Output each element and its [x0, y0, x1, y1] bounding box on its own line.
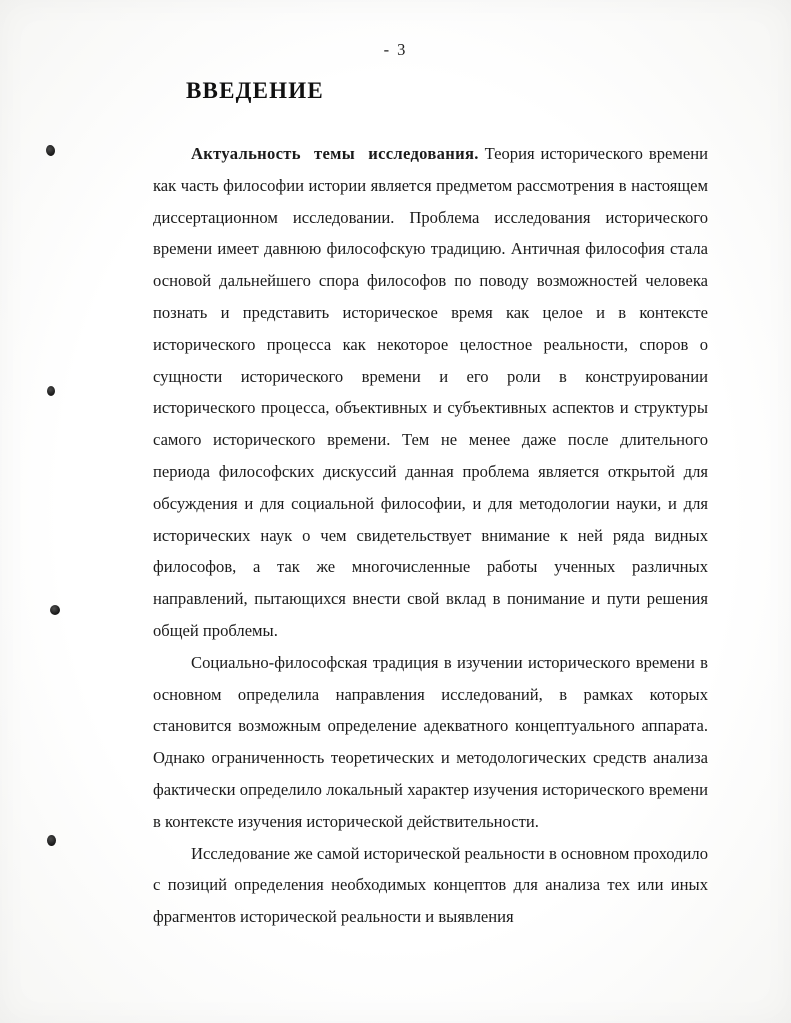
document-body	[153, 78, 708, 933]
page-number: - 3	[383, 40, 408, 59]
binding-hole-icon	[45, 144, 55, 156]
paragraph-text: Исследование же самой исторической реальности в основном проходило с позиций определения необходимых концептов для анализа тех или иных фрагментов исторической реальности и выявления	[153, 843, 708, 927]
paragraph-3	[153, 838, 708, 933]
binding-hole-icon	[50, 605, 60, 615]
binding-hole-icon	[47, 386, 55, 396]
paragraph-1	[153, 138, 708, 647]
page-title: ВВЕДЕНИЕ	[186, 78, 324, 103]
binding-hole-icon	[47, 835, 56, 846]
paragraph-2	[153, 647, 708, 838]
paragraph-lead: Актуальность темы исследования.	[191, 144, 479, 163]
paragraph-text: Социально-философская традиция в изучении исторического времени в основном определила направления исследований, в рамках которых становится возможным определение адекватного концептуального аппарата. Однако ограниченность теоретических и методологических средств анализа фактически определило локальный характер изучения исторического времени в контексте изучения исторической действительности.	[153, 652, 708, 831]
paragraph-text: Теория исторического времени как часть философии истории является предметом рассмотрения в настоящем диссертационном исследовании. Проблема исследования исторического времени имеет давнюю философскую традицию. Античная философия стала основой дальнейшего спора философов по поводу возможностей человека познать и представить историческое время как целое и в контексте исторического процесса как некоторое целостное реальности, споров о сущности исторического времени и его роли в конструировании исторического процесса, объективных и субъективных аспектов и структуры самого исторического времени. Тем не менее даже после длительного периода философских дискуссий данная проблема является открытой для обсуждения и для социальной философии, и для методологии науки, и для исторических наук о чем свидетельствует внимание к ней ряда видных философов, а так же многочисленные работы ученных различных направлений, пытающихся внести свой вклад в понимание и пути решения общей проблемы.	[153, 144, 708, 640]
